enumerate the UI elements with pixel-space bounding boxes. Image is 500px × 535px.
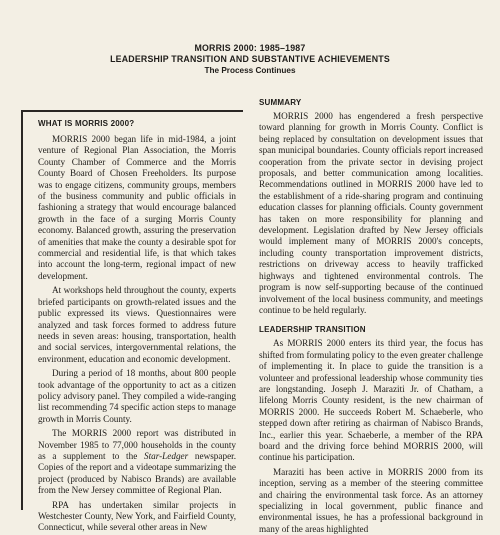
what-is-paragraph-4: The MORRIS 2000 report was distributed in November 1985 to 77,000 households in the county as a supplement to the Star-Ledger newspaper. Copies of the report and a videotape summarizing the project (produced by Nabisco Brands) are available from the New Jersey committee of Regional Plan. [38, 428, 236, 496]
leadership-paragraph-1: As MORRIS 2000 enters its third year, the focus has shifted from formulating policy to the even greater challenge of implementing it. In place to guide the transition is a volunteer and professional leadership whose community ties are longstanding. Joseph J. Maraziti Jr. of Chatham, a lifelong Morris County resident, is the new chairman of MORRIS 2000. He succeeds Robert M. Schaeberle, who stepped down after retiring as chairman of Nabisco Brands, Inc., earlier this year. Schaeberle, a member of the RPA board and the driving force behind MORRIS 2000, will continue his participation. [259, 338, 483, 463]
summary-paragraph: MORRIS 2000 has engendered a fresh perspective toward planning for growth in Morris County. Conflict is being replaced by consultation on development issues that span municipal boundaries. County officials report increased cooperation from the private sector in devising project proposals, and better communication among localities. Recommendations outlined in MORRIS 2000 have led to the establishment of a ride-sharing program and continuing education classes for planning officials. County government has taken on more responsibility for planning and development. Legislation drafted by New Jersey officials would implement many of MORRIS 2000's concepts, including county transportation improvement districts, restrictions on driveway access to heavily trafficked highways and tightened environmental controls. The program is now self-supporting because of the continued involvement of the local business community, and meetings continue to be held regularly. [259, 111, 483, 315]
what-is-morris-section [38, 118, 236, 534]
right-column [259, 97, 483, 535]
page-title: MORRIS 2000: 1985–1987 [194, 43, 306, 53]
what-is-paragraph-1: MORRIS 2000 began life in mid-1984, a joint venture of Regional Plan Association, the Morris County Chamber of Commerce and the Morris County Board of Chosen Freeholders. Its purpose was to engage citizens, community groups, members of the business community and public officials in fashioning a strategy that would encourage balanced growth in the face of a surging Morris County economy. Balanced growth, assuring the preservation of amenities that make the county a desirable spot for commercial and residential life, is that which takes into account the long-term, regional impact of new development. [38, 134, 236, 281]
what-is-paragraph-2: At workshops held throughout the county, experts briefed participants on growth-related issues and the public expressed its views. Questionnaires were analyzed and task forces formed to address future needs in seven areas: housing, transportation, health and social services, intergovernmental relations, the environment, education and economic development. [38, 285, 236, 364]
page-header [0, 43, 500, 76]
leadership-heading: LEADERSHIP TRANSITION [259, 325, 366, 335]
page-subtitle: LEADERSHIP TRANSITION AND SUBSTANTIVE ACHIEVEMENTS [110, 54, 390, 64]
summary-heading: SUMMARY [259, 98, 302, 107]
leadership-paragraph-2: Maraziti has been active in MORRIS 2000 from its inception, serving as a member of the steering committee and chairing the environmental task force. As an attorney specializing in local government, public finance and environmental issues, he has a professional background in many of the areas highlighted [259, 466, 483, 534]
newspaper-name: Star-Ledger [143, 450, 189, 461]
page-tagline: The Process Continues [204, 66, 296, 75]
what-is-paragraph-3: During a period of 18 months, about 800 people took advantage of the opportunity to act as a citizen policy advisory panel. They compiled a wide-ranging list recommending 74 specific action steps to manage growth in Morris County. [38, 368, 236, 424]
what-is-paragraph-5: RPA has undertaken similar projects in Westchester County, New York, and Fairfield County, Connecticut, while several other areas in New [38, 499, 236, 533]
what-is-morris-heading: WHAT IS MORRIS 2000? [38, 119, 135, 128]
